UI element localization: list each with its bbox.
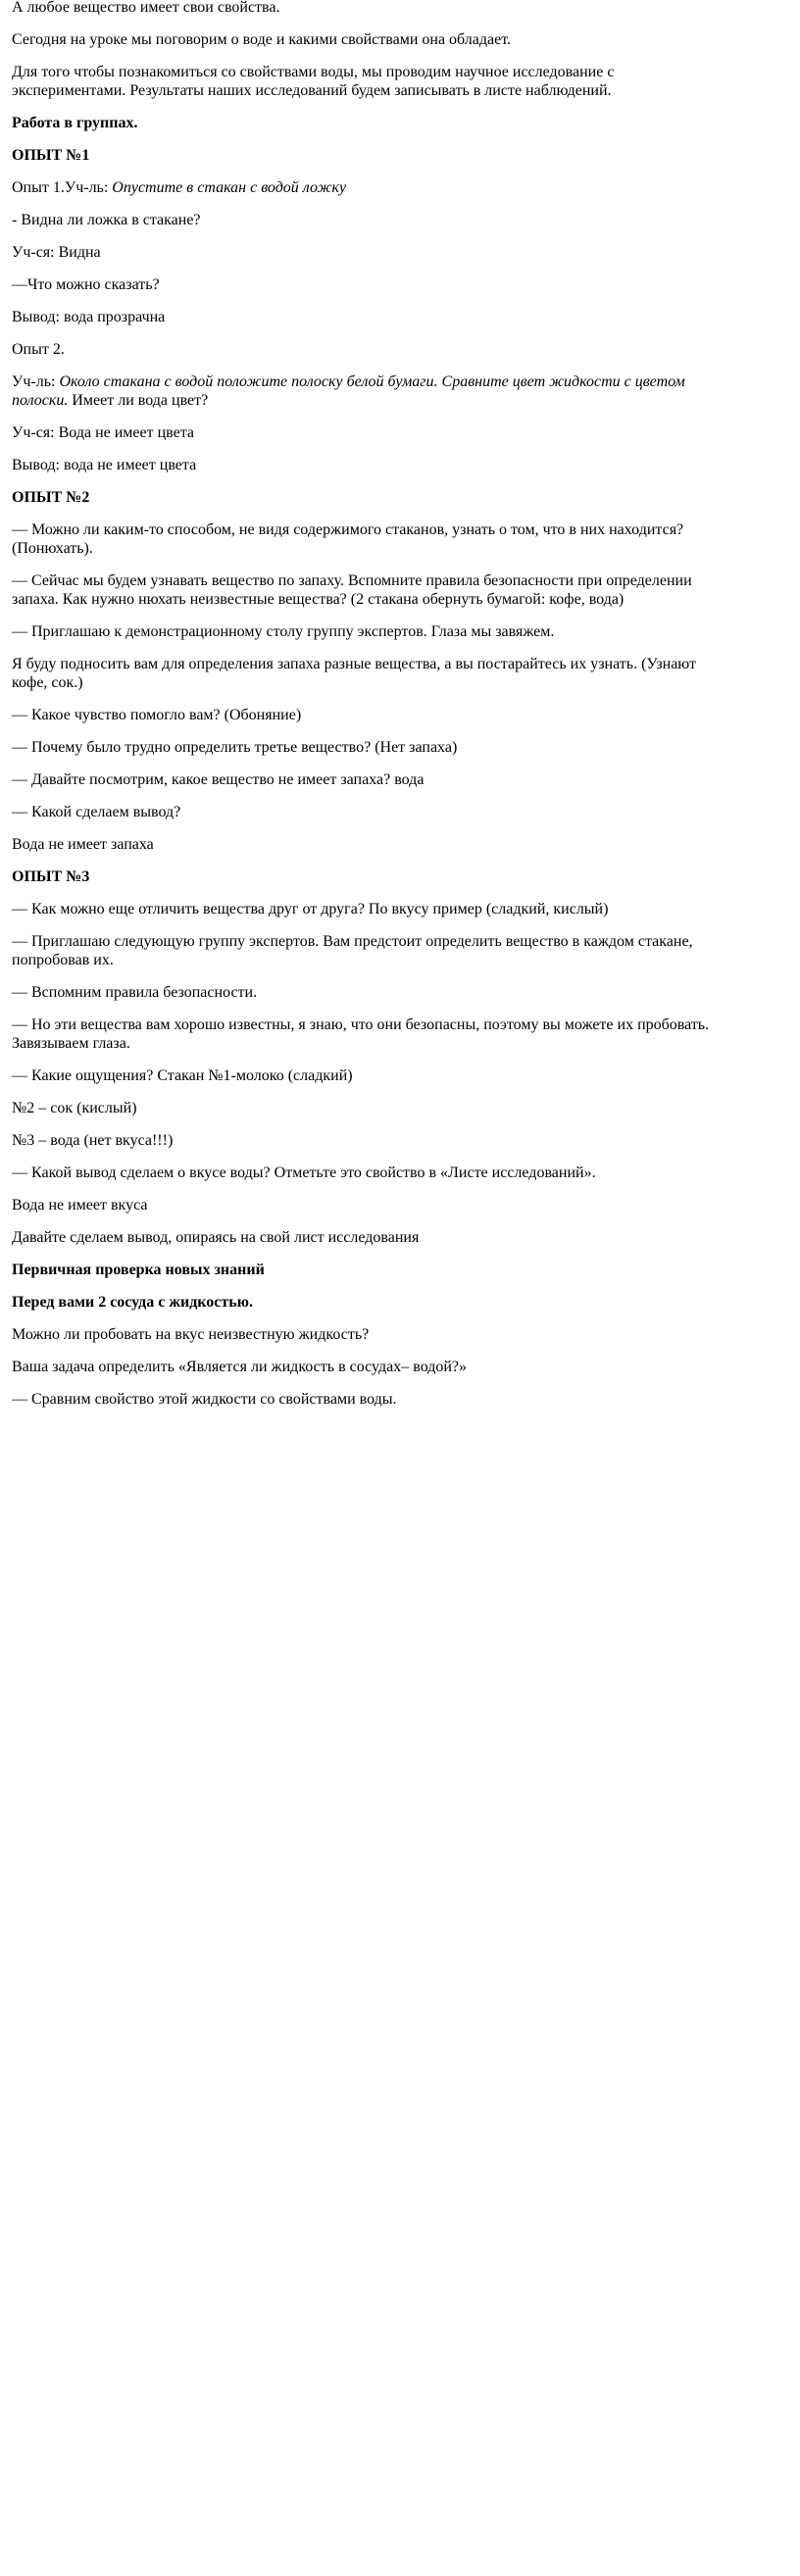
text-run: ОПЫТ №2	[12, 489, 90, 506]
paragraph	[12, 1131, 718, 1150]
paragraph	[12, 655, 718, 692]
text-run: Перед вами 2 сосуда с жидкостью.	[12, 1294, 253, 1311]
text-run: — Какой сделаем вывод?	[12, 804, 181, 820]
text-run: Вода не имеет запаха	[12, 836, 154, 853]
paragraph	[12, 1358, 718, 1376]
text-run: Опыт 1.Уч-ль:	[12, 179, 113, 196]
text-run: — Почему было трудно определить третье вещество? (Нет запаха)	[12, 739, 458, 756]
paragraph	[12, 900, 718, 918]
paragraph	[12, 423, 718, 442]
text-run: Первичная проверка новых знаний	[12, 1262, 265, 1278]
paragraph	[12, 211, 718, 229]
paragraph	[12, 308, 718, 326]
paragraph	[12, 30, 718, 49]
paragraph	[12, 275, 718, 294]
paragraph	[12, 835, 718, 854]
text-run: — Вспомним правила безопасности.	[12, 984, 258, 1001]
paragraph	[12, 1325, 718, 1344]
text-run: Ваша задача определить «Является ли жидкость в сосудах– водой?»	[12, 1359, 468, 1375]
paragraph	[12, 243, 718, 262]
paragraph	[12, 1228, 718, 1247]
text-run: Можно ли пробовать на вкус неизвестную жидкость?	[12, 1326, 370, 1343]
text-run: Работа в группах.	[12, 115, 138, 131]
text-run: №2 – сок (кислый)	[12, 1100, 137, 1116]
section-heading	[12, 146, 718, 165]
paragraph	[12, 520, 718, 558]
text-run: — Сравним свойство этой жидкости со свойствами воды.	[12, 1391, 397, 1408]
text-run: Я буду подносить вам для определения запаха разные вещества, а вы постарайтесь их узнать. (Узнают кофе, сок.)	[12, 656, 697, 691]
text-run: — Но эти вещества вам хорошо известны, я знаю, что они безопасны, поэтому вы можете их пробовать. Завязываем глаза.	[12, 1016, 710, 1052]
paragraph	[12, 1164, 718, 1182]
section-heading	[12, 867, 718, 886]
text-run: Уч-ся: Видна	[12, 244, 101, 261]
text-run: - Видна ли ложка в стакане?	[12, 212, 201, 228]
text-run: ОПЫТ №1	[12, 147, 90, 164]
paragraph	[12, 0, 718, 17]
paragraph	[12, 983, 718, 1002]
text-run: Опыт 2.	[12, 341, 65, 358]
section-heading	[12, 1261, 718, 1279]
text-run: — Какой вывод сделаем о вкусе воды? Отметьте это свойство в «Листе исследований».	[12, 1164, 596, 1181]
text-run: Давайте сделаем вывод, опираясь на свой лист исследования	[12, 1229, 420, 1246]
text-run: Имеет ли вода цвет?	[68, 392, 209, 409]
paragraph	[12, 770, 718, 789]
paragraph	[12, 63, 718, 100]
text-run: Для того чтобы познакомиться со свойствами воды, мы проводим научное исследование с экспериментами. Результаты наших исследований будем записывать в листе наблюдений.	[12, 64, 615, 99]
text-run: Вода не имеет вкуса	[12, 1197, 148, 1214]
paragraph	[12, 372, 718, 410]
text-run: А любое вещество имеет свои свойства.	[12, 0, 280, 16]
paragraph	[12, 571, 718, 609]
section-heading	[12, 488, 718, 507]
paragraph	[12, 803, 718, 821]
paragraph	[12, 706, 718, 724]
text-run: Вывод: вода не имеет цвета	[12, 457, 197, 473]
paragraph	[12, 178, 718, 197]
section-heading	[12, 114, 718, 132]
text-run: — Какие ощущения? Стакан №1-молоко (сладкий)	[12, 1067, 353, 1084]
document-page	[12, 0, 718, 1422]
text-run: — Сейчас мы будем узнавать вещество по запаху. Вспомните правила безопасности при определении запаха. Как нужно нюхать неизвестные вещества? (2 стакана обернуть бумагой: кофе, вода)	[12, 572, 692, 608]
italic-text-run: Опустите в стакан с водой ложку	[112, 179, 347, 196]
paragraph	[12, 622, 718, 641]
paragraph	[12, 456, 718, 474]
text-run: №3 – вода (нет вкуса!!!)	[12, 1132, 174, 1149]
text-run: Уч-ль:	[12, 373, 60, 390]
paragraph	[12, 1066, 718, 1085]
paragraph	[12, 1196, 718, 1214]
paragraph	[12, 932, 718, 969]
section-heading	[12, 1293, 718, 1312]
text-run: Вывод: вода прозрачна	[12, 309, 166, 325]
text-run: Уч-ся: Вода не имеет цвета	[12, 424, 195, 441]
text-run: — Можно ли каким-то способом, не видя содержимого стаканов, узнать о том, что в них находится? (Понюхать).	[12, 521, 684, 557]
text-run: Сегодня на уроке мы поговорим о воде и какими свойствами она обладает.	[12, 31, 512, 48]
text-run: — Какое чувство помогло вам? (Обоняние)	[12, 707, 302, 723]
text-run: — Давайте посмотрим, какое вещество не имеет запаха? вода	[12, 771, 425, 788]
paragraph	[12, 1390, 718, 1409]
italic-text-run: Около стакана с водой положите полоску белой бумаги. Сравните цвет жидкости с цветом полоски.	[12, 373, 685, 409]
text-run: —Что можно сказать?	[12, 276, 160, 293]
paragraph	[12, 738, 718, 757]
text-run: — Как можно еще отличить вещества друг от друга? По вкусу пример (сладкий, кислый)	[12, 901, 609, 917]
paragraph	[12, 1016, 718, 1053]
text-run: — Приглашаю следующую группу экспертов. Вам предстоит определить вещество в каждом стакане, попробовав их.	[12, 933, 693, 968]
text-run: — Приглашаю к демонстрационному столу группу экспертов. Глаза мы завяжем.	[12, 623, 555, 640]
paragraph	[12, 340, 718, 359]
text-run: ОПЫТ №3	[12, 868, 90, 885]
paragraph	[12, 1099, 718, 1117]
